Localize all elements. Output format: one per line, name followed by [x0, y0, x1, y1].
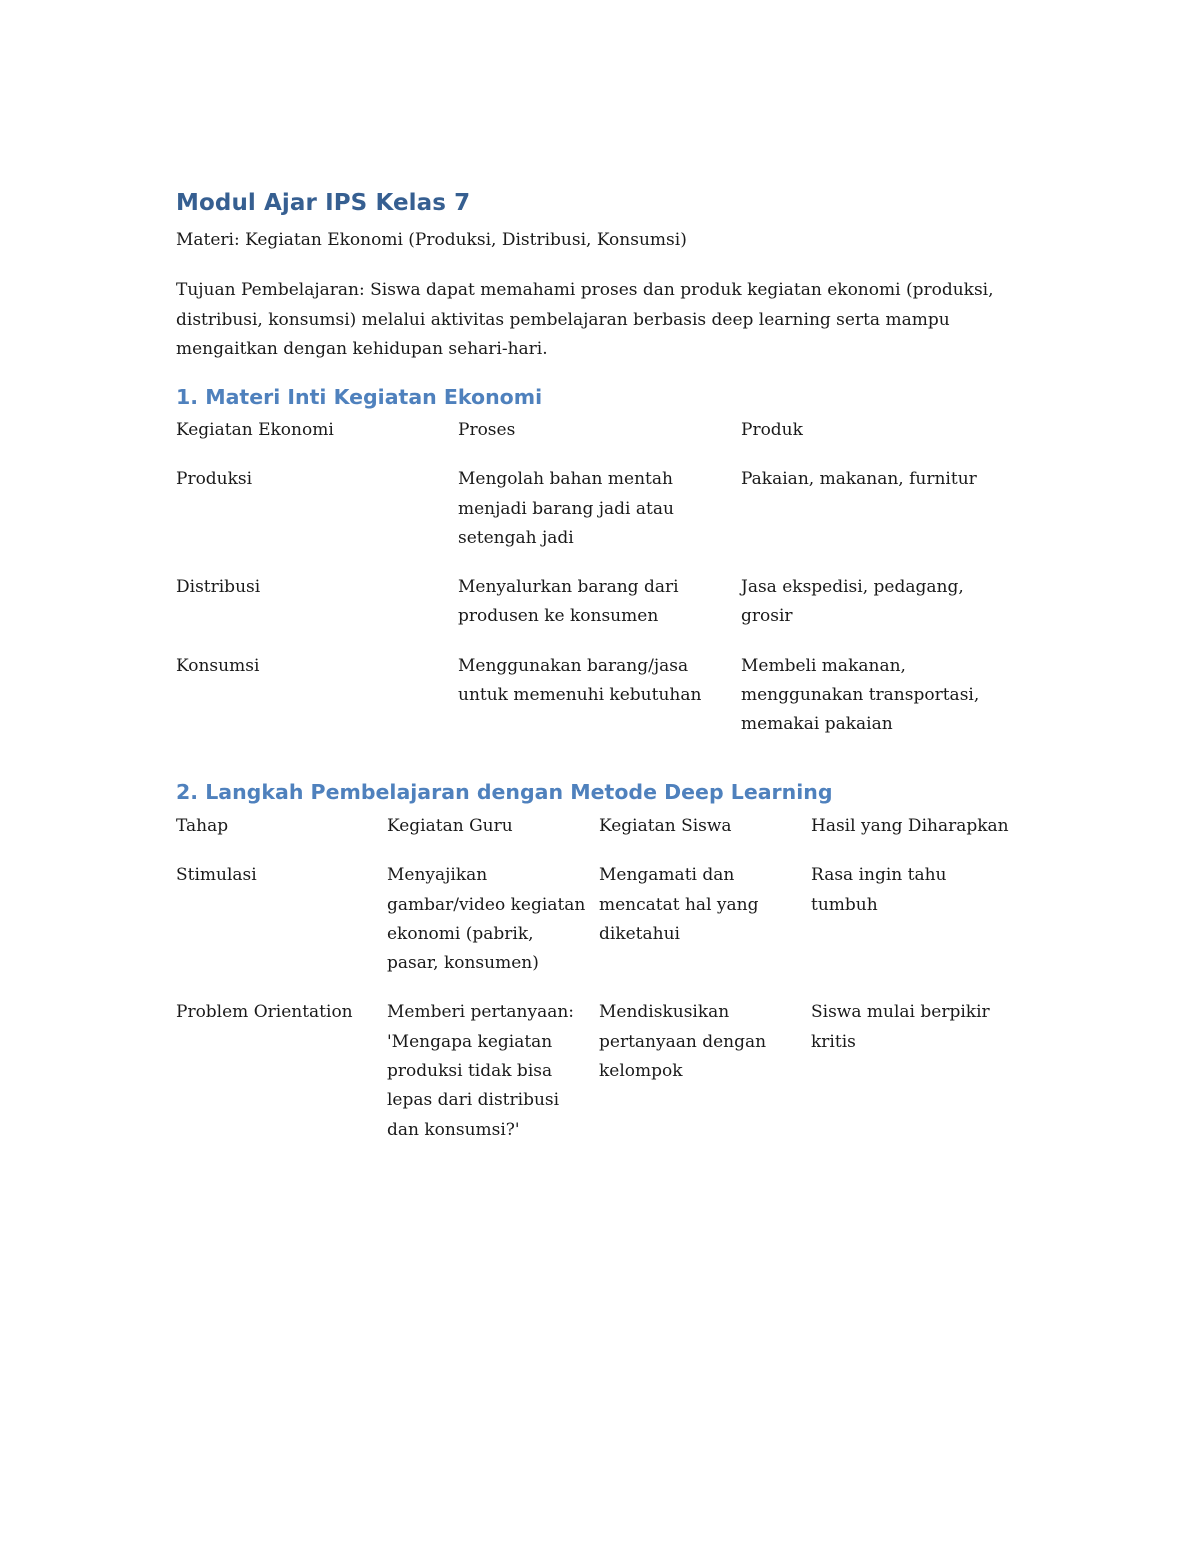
header-produk: Produk	[741, 420, 803, 440]
table-row	[176, 861, 1026, 998]
cell-product: Membeli makanan, menggunakan transportasi, memakai pakaian	[741, 655, 980, 735]
header-hasil: Hasil yang Diharapkan	[811, 816, 1009, 836]
header-kegiatan-siswa: Kegiatan Siswa	[599, 816, 732, 836]
cell-teacher-activity: Menyajikan gambar/video kegiatan ekonomi (pabrik, pasar, konsumen)	[387, 865, 586, 974]
cell-activity: Distribusi	[176, 577, 261, 598]
cell-expected-result: Rasa ingin tahu tumbuh	[811, 865, 947, 915]
section2-heading: 2. Langkah Pembelajaran dengan Metode Deep Learning	[176, 780, 833, 804]
header-kegiatan-guru: Kegiatan Guru	[387, 816, 513, 836]
document-page	[176, 0, 1036, 1553]
cell-product: Pakaian, makanan, furnitur	[741, 469, 977, 490]
cell-process: Mengolah bahan mentah menjadi barang jadi atau setengah jadi	[458, 469, 674, 548]
cell-student-activity: Mengamati dan mencatat hal yang diketahui	[599, 865, 759, 944]
table-row	[176, 652, 1026, 760]
table-row	[176, 465, 1026, 573]
header-tahap: Tahap	[176, 816, 229, 836]
economic-activity-table	[176, 416, 1026, 760]
table-header-row	[176, 416, 1026, 465]
cell-process: Menggunakan barang/jasa untuk memenuhi kebutuhan	[458, 655, 702, 706]
cell-expected-result: Siswa mulai berpikir kritis	[811, 1002, 990, 1052]
header-proses: Proses	[458, 420, 516, 440]
document-title: Modul Ajar IPS Kelas 7	[176, 190, 471, 216]
cell-process: Menyalurkan barang dari produsen ke konsumen	[458, 577, 679, 627]
material-subtitle: Materi: Kegiatan Ekonomi (Produksi, Distribusi, Konsumsi)	[176, 230, 687, 250]
cell-stage: Stimulasi	[176, 865, 257, 886]
cell-stage: Problem Orientation	[176, 1002, 353, 1023]
cell-activity: Produksi	[176, 469, 253, 490]
table-header-row	[176, 812, 1026, 861]
cell-teacher-activity: Memberi pertanyaan: 'Mengapa kegiatan produksi tidak bisa lepas dari distribusi dan konsumsi?'	[387, 1002, 575, 1140]
cell-product: Jasa ekspedisi, pedagang, grosir	[741, 577, 964, 627]
cell-activity: Konsumsi	[176, 655, 260, 676]
cell-student-activity: Mendiskusikan pertanyaan dengan kelompok	[599, 1002, 767, 1082]
learning-goal: Tujuan Pembelajaran: Siswa dapat memahami proses dan produk kegiatan ekonomi (produksi, distribusi, konsumsi) melalui aktivitas pembelajaran berbasis deep learning serta mampu mengaitkan dengan kehidupan sehari-hari.	[176, 280, 994, 359]
table-row	[176, 573, 1026, 652]
section1-heading: 1. Materi Inti Kegiatan Ekonomi	[176, 385, 543, 409]
learning-steps-table	[176, 812, 1026, 1165]
header-kegiatan-ekonomi: Kegiatan Ekonomi	[176, 420, 334, 440]
table-row	[176, 998, 1026, 1164]
